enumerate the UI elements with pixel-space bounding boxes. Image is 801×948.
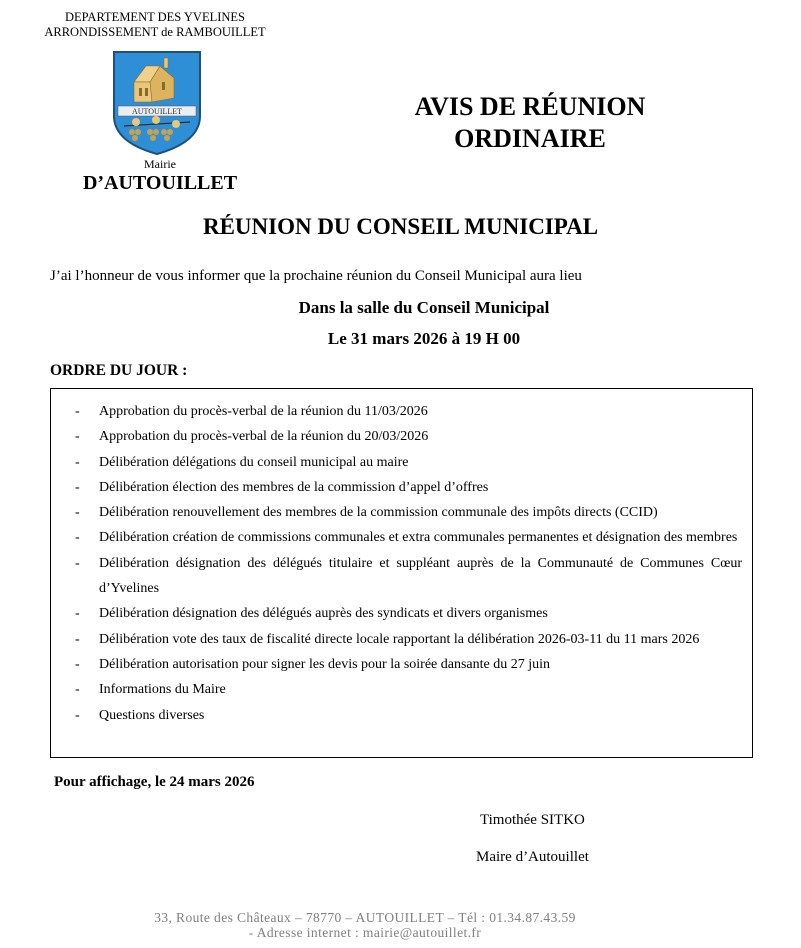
- bullet-dash: -: [75, 555, 80, 571]
- bullet-dash: -: [75, 530, 80, 546]
- agenda-item-text: Délibération désignation des délégués auprès des syndicats et divers organismes: [99, 606, 548, 622]
- agenda-list: [51, 389, 752, 728]
- agenda-box: [50, 388, 753, 758]
- coat-of-arms-logo: [112, 50, 202, 156]
- agenda-item-text: Approbation du procès-verbal de la réunion du 11/03/2026: [99, 404, 428, 419]
- agenda-item: [51, 525, 742, 550]
- meeting-venue: Dans la salle du Conseil Municipal: [298, 298, 550, 317]
- agenda-item: [51, 551, 742, 602]
- bullet-dash: -: [75, 606, 80, 622]
- notice-title-line2: ORDINAIRE: [454, 124, 606, 153]
- bullet-dash: -: [75, 505, 80, 521]
- meeting-title: RÉUNION DU CONSEIL MUNICIPAL: [202, 214, 599, 239]
- bullet-dash: -: [75, 429, 80, 445]
- agenda-item: [51, 424, 742, 449]
- signer-name: Timothée SITKO: [480, 812, 585, 828]
- agenda-item-text: Délibération création de commissions communales et extra communales permanentes et désignation des membres: [99, 530, 738, 546]
- agenda-item-text: Délibération désignation des délégués titulaire et suppléant auprès de la Communauté de Communes Cœur d’Yvelines: [99, 555, 742, 597]
- mairie-label: Mairie: [144, 157, 176, 171]
- bullet-dash: -: [75, 682, 80, 698]
- signer-title: Maire d’Autouillet: [476, 849, 589, 865]
- arrondissement-name: ARRONDISSEMENT de RAMBOUILLET: [44, 25, 266, 39]
- bullet-dash: -: [75, 479, 80, 495]
- agenda-item-text: Informations du Maire: [99, 682, 226, 698]
- agenda-item-text: Délibération élection des membres de la commission d’appel d’offres: [99, 479, 489, 495]
- notice-title: [380, 91, 680, 155]
- agenda-item-text: Délibération renouvellement des membres de la commission communale des impôts directs (CCID): [99, 505, 658, 521]
- agenda-item-text: Délibération vote des taux de fiscalité directe locale rapportant la délibération 2026-03-11 du 11 mars 2026: [99, 631, 700, 647]
- agenda-item-text: Délibération délégations du conseil municipal au maire: [99, 454, 409, 470]
- agenda-item: [51, 652, 742, 677]
- agenda-item: [51, 703, 742, 728]
- footer-email-line: - Adresse internet : mairie@autouillet.fr: [248, 925, 482, 940]
- bullet-dash: -: [75, 707, 80, 723]
- agenda-item-text: Approbation du procès-verbal de la réunion du 20/03/2026: [99, 429, 429, 445]
- agenda-item-text: Délibération autorisation pour signer les devis pour la soirée dansante du 27 juin: [99, 656, 551, 672]
- notice-title-line1: AVIS DE RÉUNION: [414, 92, 646, 121]
- footer-address-line: 33, Route des Châteaux – 78770 – AUTOUILLET – Tél : 01.34.87.43.59: [154, 910, 576, 925]
- agenda-item: [51, 500, 742, 525]
- bullet-dash: -: [75, 404, 80, 419]
- agenda-item-text: Questions diverses: [99, 707, 205, 723]
- crest-banner-text: AUTOUILLET: [131, 107, 183, 116]
- meeting-intro: J’ai l’honneur de vous informer que la prochaine réunion du Conseil Municipal aura lieu: [50, 268, 582, 284]
- bullet-dash: -: [75, 656, 80, 672]
- mairie-name: D’AUTOUILLET: [82, 172, 238, 194]
- posting-date: Pour affichage, le 24 mars 2026: [54, 774, 255, 790]
- department-name: DEPARTEMENT DES YVELINES: [64, 10, 246, 24]
- agenda-item: [51, 677, 742, 702]
- agenda-item: [51, 450, 742, 475]
- footer-address: [0, 910, 730, 940]
- agenda-item: [51, 627, 742, 652]
- agenda-item: [51, 399, 742, 424]
- agenda-label: ORDRE DU JOUR :: [50, 362, 188, 379]
- agenda-item: [51, 601, 742, 626]
- bullet-dash: -: [75, 454, 80, 470]
- department-header: [0, 10, 310, 40]
- bullet-dash: -: [75, 631, 80, 647]
- meeting-datetime: Le 31 mars 2026 à 19 H 00: [327, 329, 521, 348]
- agenda-item: [51, 475, 742, 500]
